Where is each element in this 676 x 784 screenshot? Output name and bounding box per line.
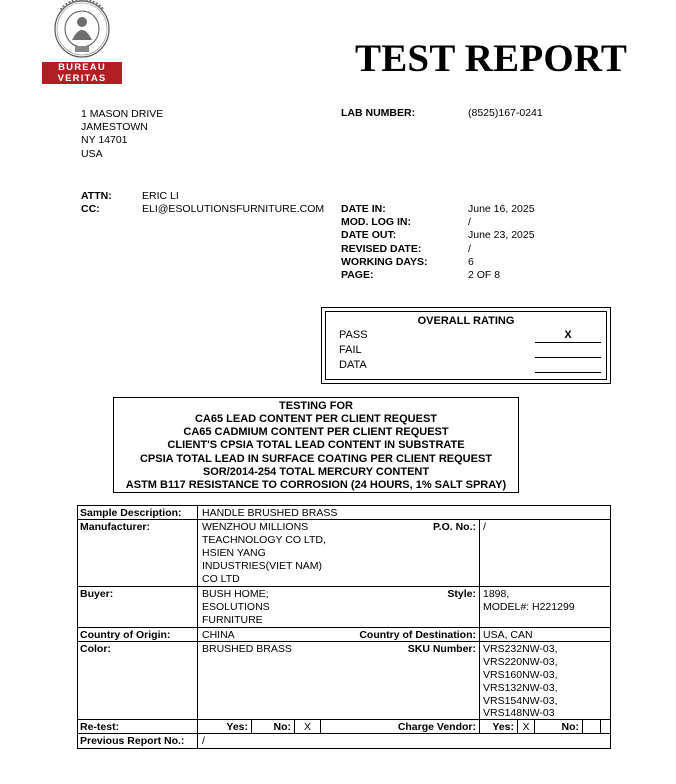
charge-no-label: No: [561,721,579,733]
date-in-label: DATE IN: [341,203,386,215]
attn-label: ATTN: [81,190,112,202]
po-label: P.O. No.: [433,521,476,533]
buyer-line: ESOLUTIONS [202,601,270,613]
manufacturer-line: HSIEN YANG [202,547,266,559]
sku-line: VRS160NW-03, [483,669,558,681]
sku-line: VRS232NW-03, [483,643,558,655]
sample-description-value: HANDLE BRUSHED BRASS [202,507,338,519]
bureau-veritas-logo [42,0,122,86]
po-value: / [483,521,486,533]
sku-line: VRS132NW-03, [483,682,558,694]
lab-number-label: LAB NUMBER: [341,107,416,119]
seal-icon [42,0,122,62]
manufacturer-label: Manufacturer: [80,521,151,533]
sku-label: SKU Number: [407,643,476,655]
sku-line: VRS148NW-03 [483,707,555,719]
address-line: NY 14701 [81,134,128,146]
buyer-label: Buyer: [80,588,114,600]
testing-item: CA65 LEAD CONTENT PER CLIENT REQUEST [194,413,438,425]
charge-vendor-label: Charge Vendor: [397,721,476,733]
style-line: MODEL#: H221299 [483,601,575,613]
sku-line: VRS220NW-03, [483,656,558,668]
page-value: 2 OF 8 [468,269,501,281]
working-days-value: 6 [468,256,474,268]
logo-band-bureau: BUREAU [42,62,122,73]
testing-item: SOR/2014-254 TOTAL MERCURY CONTENT [202,466,430,478]
date-out-value: June 23, 2025 [468,229,535,241]
address-line: USA [81,148,103,160]
mod-log-in-value: / [468,216,471,228]
style-label: Style: [447,588,476,600]
testing-for-box [113,397,519,493]
previous-report-value: / [202,735,205,747]
rating-data-label: DATA [339,359,367,371]
date-out-label: DATE OUT: [341,229,397,241]
lab-number-value: (8525)167-0241 [468,107,543,119]
rating-fail-label: FAIL [339,344,362,356]
attn-value: ERIC LI [142,190,179,202]
page-label: PAGE: [341,269,374,281]
style-line: 1898, [483,588,510,600]
manufacturer-line: WENZHOU MILLIONS [202,521,309,533]
testing-item: ASTM B117 RESISTANCE TO CORROSION (24 HOURS, 1% SALT SPRAY) [125,479,507,491]
testing-item: CLIENT'S CPSIA TOTAL LEAD CONTENT IN SUBSTRATE [167,439,465,451]
country-of-destination-label: Country of Destination: [359,629,476,641]
working-days-label: WORKING DAYS: [341,256,428,268]
buyer-line: BUSH HOME; [202,588,269,600]
sample-info-table [77,505,611,749]
cc-value: ELI@ESOLUTIONSFURNITURE.COM [142,203,325,215]
date-in-value: June 16, 2025 [468,203,535,215]
mod-log-in-label: MOD. LOG IN: [341,216,411,228]
revised-date-value: / [468,243,471,255]
color-value: BRUSHED BRASS [202,643,292,655]
retest-no-label: No: [273,721,291,733]
previous-report-label: Previous Report No.: [80,735,185,747]
rating-fail-line [535,357,601,358]
testing-for-title: TESTING FOR [279,400,353,412]
manufacturer-line: CO LTD [202,573,240,585]
buyer-line: FURNITURE [202,614,263,626]
testing-item: CA65 CADMIUM CONTENT PER CLIENT REQUEST [183,426,449,438]
retest-yes-label: Yes: [226,721,248,733]
address-line: 1 MASON DRIVE [81,108,164,120]
logo-band-veritas: VERITAS [42,73,122,84]
rating-pass-line [535,342,601,343]
manufacturer-line: INDUSTRIES(VIET NAM) [202,560,322,572]
country-of-destination-value: USA, CAN [483,629,533,641]
charge-yes-mark: X [522,721,530,733]
sample-description-label: Sample Description: [80,507,182,519]
overall-rating-box [321,307,611,384]
address-line: JAMESTOWN [81,121,148,133]
country-of-origin-value: CHINA [202,629,235,641]
charge-yes-label: Yes: [492,721,514,733]
cc-label: CC: [81,203,100,215]
rating-pass-label: PASS [339,329,368,341]
rating-data-line [535,372,601,373]
rating-pass-mark: X [564,329,572,341]
color-label: Color: [80,643,111,655]
retest-no-mark: X [303,721,311,733]
testing-item: CPSIA TOTAL LEAD IN SURFACE COATING PER CLIENT REQUEST [139,453,493,465]
manufacturer-line: TEACHNOLOGY CO LTD, [202,534,326,546]
country-of-origin-label: Country of Origin: [80,629,171,641]
revised-date-label: REVISED DATE: [341,243,422,255]
retest-label: Re-test: [80,721,120,733]
sku-line: VRS154NW-03, [483,695,558,707]
report-title: TEST REPORT [355,37,628,80]
overall-rating-title: OVERALL RATING [417,315,515,327]
